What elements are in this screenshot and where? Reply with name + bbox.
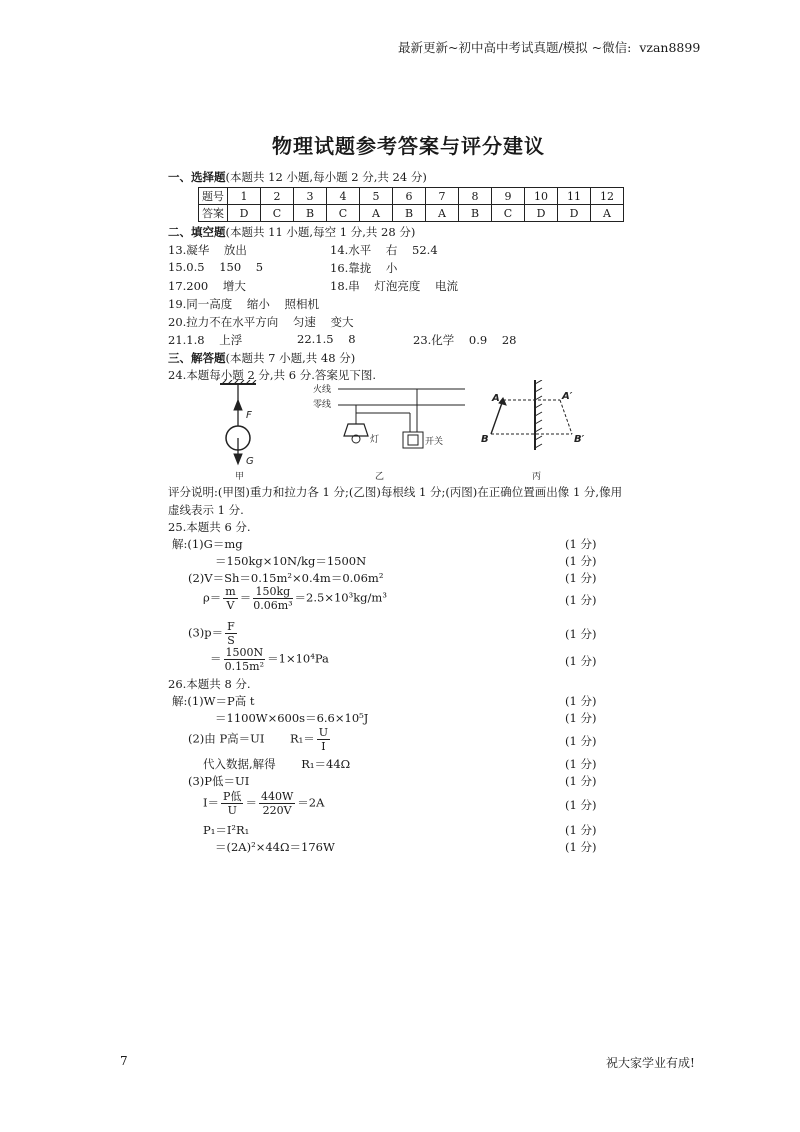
denominator: V xyxy=(226,599,235,612)
fill-answer: 20.拉力不在水平方向 匀速 变大 xyxy=(168,315,354,329)
q26-current-step xyxy=(203,790,324,817)
formula-text: ＝2A xyxy=(297,795,325,810)
header-right: vzan8899 xyxy=(639,40,701,55)
q26-step: 代入数据,解得 R₁＝44Ω xyxy=(203,757,351,771)
formula-text: ＝ xyxy=(245,795,257,810)
q26-step: ＝(2A)²×44Ω＝176W xyxy=(215,840,335,854)
table-cell: 1 xyxy=(228,188,261,205)
q24-figures xyxy=(210,380,680,480)
denominator: 0.06m³ xyxy=(253,599,293,612)
denominator: U xyxy=(227,804,237,817)
fill-answer: 16.靠拢 小 xyxy=(330,261,398,275)
figure-jia-label: 甲 xyxy=(235,472,245,480)
table-cell: 4 xyxy=(327,188,360,205)
row-label-number: 题号 xyxy=(199,188,228,205)
fraction xyxy=(259,790,295,817)
q26-resistance-step xyxy=(188,726,332,753)
table-cell: A xyxy=(426,205,459,222)
section3-note: (本题共 7 小题,共 48 分) xyxy=(225,351,356,365)
section1-heading xyxy=(168,169,427,185)
q25-step: ＝150kg×10N/kg＝1500N xyxy=(215,554,367,568)
score-mark: (1 分) xyxy=(565,757,597,771)
table-cell: 5 xyxy=(360,188,393,205)
q26-step: P₁＝I²R₁ xyxy=(203,823,250,837)
score-mark: (1 分) xyxy=(565,798,597,812)
q25-statement: 25.本题共 6 分. xyxy=(168,520,251,534)
live-wire-label: 火线 xyxy=(313,385,332,395)
section1-note: (本题共 12 小题,每小题 2 分,共 24 分) xyxy=(225,170,427,184)
numerator: 150kg xyxy=(253,585,292,599)
point-B-label: B xyxy=(481,434,489,445)
score-mark: (1 分) xyxy=(565,654,597,668)
table-cell: A xyxy=(360,205,393,222)
numerator: P低 xyxy=(223,790,242,803)
figure-bing xyxy=(481,380,585,450)
header-note xyxy=(398,38,700,56)
numerator: 440W xyxy=(260,790,294,803)
q25-density-step xyxy=(203,585,387,612)
q25-pressure-step xyxy=(188,620,239,647)
table-cell: 11 xyxy=(558,188,591,205)
section1-title: 一、选择题 xyxy=(168,170,226,184)
score-mark: (1 分) xyxy=(565,571,597,585)
q24-statement: 24.本题每小题 2 分,共 6 分.答案见下图. xyxy=(168,368,377,382)
table-cell: 12 xyxy=(591,188,624,205)
point-A-prime-label: A′ xyxy=(562,391,573,402)
table-cell: 8 xyxy=(459,188,492,205)
figure-jia xyxy=(220,380,256,467)
formula-text: ＝2.5×10³kg/m³ xyxy=(294,590,387,605)
score-mark: (1 分) xyxy=(565,840,597,854)
table-cell: B xyxy=(294,205,327,222)
point-B-prime-label: B′ xyxy=(574,434,585,445)
figure-yi xyxy=(313,383,465,448)
answer-table xyxy=(198,187,624,222)
table-cell: C xyxy=(261,205,294,222)
fill-answer: 18.串 灯泡亮度 电流 xyxy=(330,279,459,293)
score-mark: (1 分) xyxy=(565,593,597,607)
table-row xyxy=(199,205,624,222)
fill-answer: 22.1.5 8 xyxy=(297,332,356,346)
table-cell: A xyxy=(591,205,624,222)
score-mark: (1 分) xyxy=(565,554,597,568)
score-mark: (1 分) xyxy=(565,823,597,837)
footer-message: 祝大家学业有成! xyxy=(606,1056,695,1070)
denominator: I xyxy=(321,740,326,753)
fraction xyxy=(224,646,266,673)
q26-statement: 26.本题共 8 分. xyxy=(168,677,251,691)
denominator: 0.15m² xyxy=(224,660,264,673)
page-number: 7 xyxy=(120,1054,128,1068)
section3-heading xyxy=(168,350,355,366)
fill-answer: 17.200 增大 xyxy=(168,279,246,293)
denominator: S xyxy=(227,634,235,647)
table-cell: 2 xyxy=(261,188,294,205)
fill-answer: 19.同一高度 缩小 照相机 xyxy=(168,297,320,311)
fill-answer: 23.化学 0.9 28 xyxy=(413,333,517,347)
header-left: 最新更新~初中高中考试真题/模拟 ~微信: xyxy=(398,40,632,55)
score-mark: (1 分) xyxy=(565,711,597,725)
table-cell: 9 xyxy=(492,188,525,205)
q25-step: 解:(1)G＝mg xyxy=(172,537,243,551)
force-F-label: F xyxy=(246,410,252,421)
q24-scoring-note: 评分说明:(甲图)重力和拉力各 1 分;(乙图)每根线 1 分;(丙图)在正确位置画出像 1 分,像用 xyxy=(168,485,623,499)
formula-text: I＝ xyxy=(203,795,220,810)
formula-text: (2)由 P高＝UI R₁＝ xyxy=(188,731,315,746)
fill-answer: 15.0.5 150 5 xyxy=(168,260,264,274)
table-cell: 3 xyxy=(294,188,327,205)
neutral-wire-label: 零线 xyxy=(313,400,332,410)
figure-yi-label: 乙 xyxy=(375,472,385,480)
formula-text: ＝ xyxy=(239,590,252,605)
table-cell: B xyxy=(393,205,426,222)
section2-heading xyxy=(168,224,415,240)
table-cell: D xyxy=(228,205,261,222)
score-mark: (1 分) xyxy=(565,774,597,788)
table-cell: 7 xyxy=(426,188,459,205)
switch-label: 开关 xyxy=(425,437,444,447)
denominator: 220V xyxy=(262,804,292,817)
formula-text: ＝1×10⁴Pa xyxy=(267,651,329,666)
formula-text: ρ＝ xyxy=(203,590,222,605)
section2-note: (本题共 11 小题,每空 1 分,共 28 分) xyxy=(225,225,416,239)
score-mark: (1 分) xyxy=(565,734,597,748)
numerator: 1500N xyxy=(225,646,264,659)
q25-pressure-result: ＝ $\frac{1500N}{\text{0.15m²}}$ ＝1×10⁴Pa xyxy=(210,646,329,673)
section3-title: 三、解答题 xyxy=(168,351,226,365)
table-row xyxy=(199,188,624,205)
numerator: F xyxy=(227,620,235,633)
lamp-label: 灯 xyxy=(370,435,380,445)
fill-answer: 14.水平 右 52.4 xyxy=(330,243,438,257)
table-cell: B xyxy=(459,205,492,222)
formula-text: (3)p＝ xyxy=(188,625,224,640)
fraction xyxy=(223,585,237,612)
figure-bing-label: 丙 xyxy=(532,472,542,480)
q25-step: (2)V＝Sh＝0.15m²×0.4m＝0.06m² xyxy=(188,571,384,585)
table-cell: D xyxy=(525,205,558,222)
q26-step: 解:(1)W＝P高 t xyxy=(172,694,255,708)
table-cell: 6 xyxy=(393,188,426,205)
fraction xyxy=(253,585,292,612)
score-mark: (1 分) xyxy=(565,627,597,641)
point-A-label: A xyxy=(492,393,500,404)
page-title: 物理试题参考答案与评分建议 xyxy=(272,134,545,158)
force-G-label: G xyxy=(246,456,254,467)
table-cell: C xyxy=(492,205,525,222)
table-cell: C xyxy=(327,205,360,222)
fill-answer: 13.凝华 放出 xyxy=(168,243,247,257)
q26-step: (3)P低＝UI xyxy=(188,774,250,788)
q24-scoring-note-cont: 虚线表示 1 分. xyxy=(168,503,244,517)
q26-step: ＝1100W×600s＝6.6×10⁵J xyxy=(215,711,369,725)
fraction xyxy=(225,620,237,647)
fraction xyxy=(221,790,243,817)
score-mark: (1 分) xyxy=(565,694,597,708)
section2-title: 二、填空题 xyxy=(168,225,226,239)
numerator: m xyxy=(225,585,236,598)
score-mark: (1 分) xyxy=(565,537,597,551)
table-cell: D xyxy=(558,205,591,222)
row-label-answer: 答案 xyxy=(199,205,228,222)
fill-answer: 21.1.8 上浮 xyxy=(168,333,243,347)
table-cell: 10 xyxy=(525,188,558,205)
fraction xyxy=(317,726,330,753)
numerator: U xyxy=(318,726,329,739)
